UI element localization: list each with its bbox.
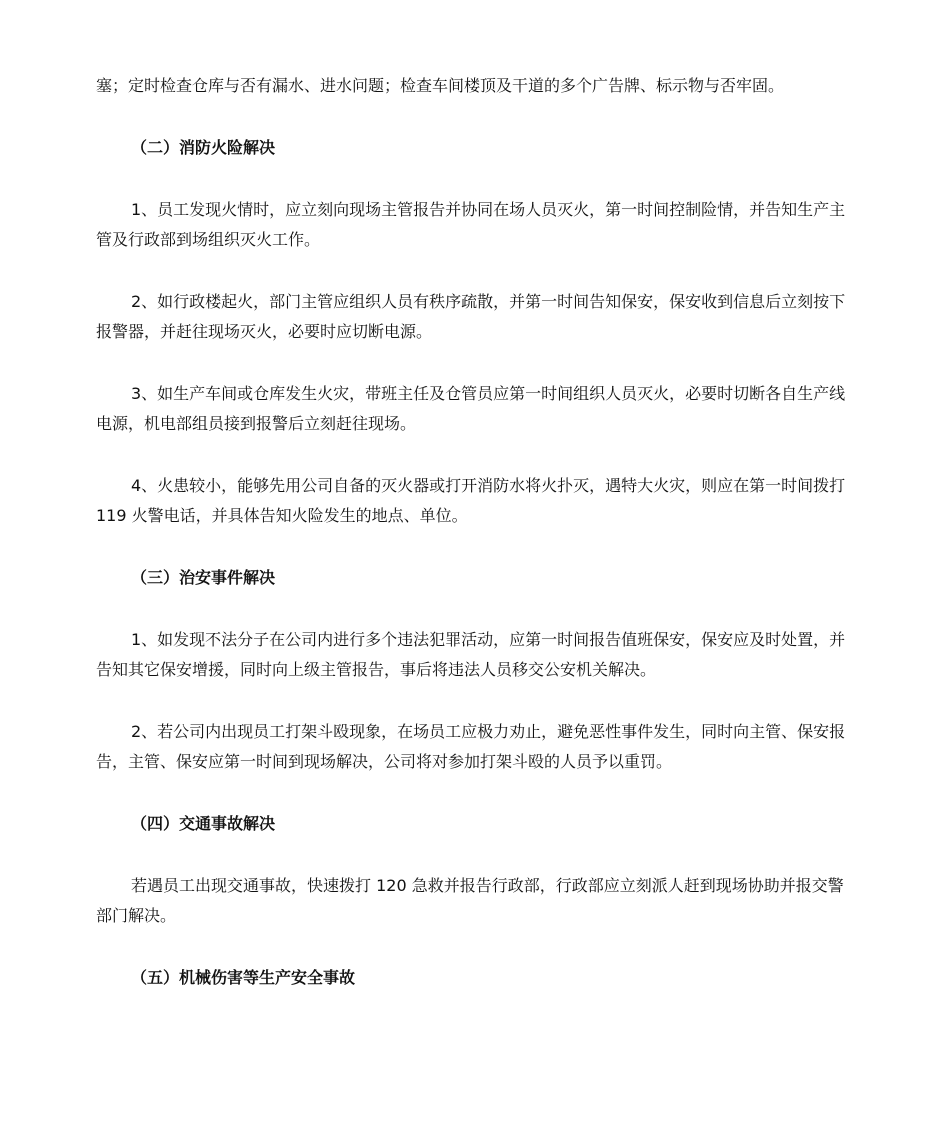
section-heading-machinery: （五）机械伤害等生产安全事故 [131,968,356,987]
section-heading-traffic: （四）交通事故解决 [131,814,276,833]
security-paragraph-2: 2、若公司内出现员工打架斗殴现象，在场员工应极力劝止，避免恶性事件发生，同时向主管、保安报告，主管、保安应第一时间到现场解决，公司将对参加打架斗殴的人员予以重罚。 [96,722,846,771]
security-paragraph-1: 1、如发现不法分子在公司内进行多个违法犯罪活动，应第一时间报告值班保安，保安应及时处置，并告知其它保安增援，同时向上级主管报告，事后将违法人员移交公安机关解决。 [96,630,846,679]
fire-paragraph-3: 3、如生产车间或仓库发生火灾，带班主任及仓管员应第一时间组织人员灭火，必要时切断各自生产线电源，机电部组员接到报警后立刻赶往现场。 [96,384,846,433]
fire-paragraph-4: 4、火患较小，能够先用公司自备的灭火器或打开消防水将火扑灭，遇特大火灾，则应在第一时间拨打 119 火警电话，并具体告知火险发生的地点、单位。 [96,476,846,525]
fire-paragraph-1: 1、员工发现火情时，应立刻向现场主管报告并协同在场人员灭火，第一时间控制险情，并告知生产主管及行政部到场组织灭火工作。 [96,200,846,249]
traffic-paragraph-1: 若遇员工出现交通事故，快速拨打 120 急救并报告行政部，行政部应立刻派人赶到现场协助并报交警部门解决。 [96,876,844,925]
fire-paragraph-2: 2、如行政楼起火，部门主管应组织人员有秩序疏散，并第一时间告知保安，保安收到信息后立刻按下报警器，并赶往现场灭火，必要时应切断电源。 [96,292,846,341]
document-page [96,71,856,993]
section-heading-security: （三）治安事件解决 [131,568,276,587]
intro-paragraph: 塞；定时检查仓库与否有漏水、进水问题；检查车间楼顶及干道的多个广告牌、标示物与否牢固。 [96,76,785,95]
section-heading-fire: （二）消防火险解决 [131,138,276,157]
